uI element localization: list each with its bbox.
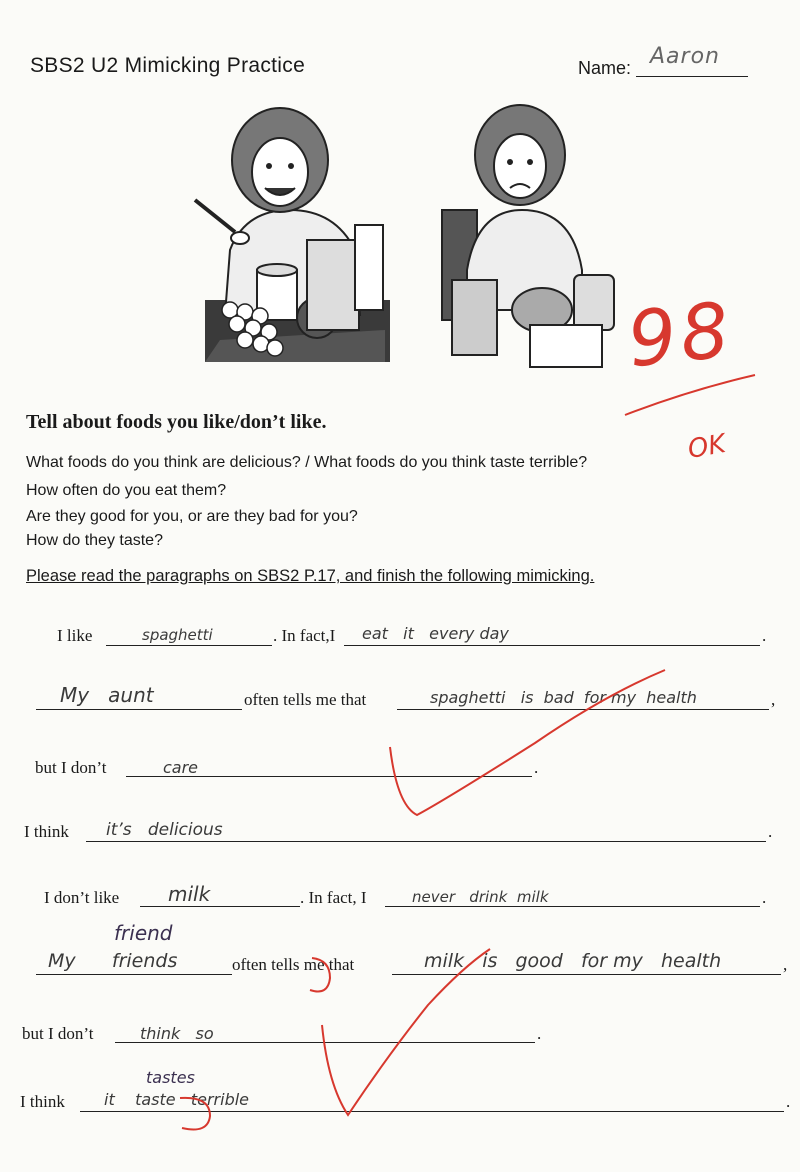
correction-circle-taste [170, 1088, 215, 1138]
p2-l3-fill: think so [140, 1024, 214, 1043]
instruction: Please read the paragraphs on SBS2 P.17, and finish the following mimicking. [26, 567, 595, 585]
prompt-heading: Tell about foods you like/don’t like. [26, 411, 327, 433]
p2-l2-mid: often tells me that [232, 955, 355, 974]
p1-l1-blank1 [106, 645, 272, 646]
p1-l3-end: . [534, 758, 539, 777]
p2-l1-blank1 [140, 906, 300, 907]
p1-l1-fill1: spaghetti [142, 626, 213, 644]
name-label: Name: [578, 58, 632, 78]
question-4: How do they taste? [26, 532, 163, 549]
check-mark-1 [385, 665, 670, 825]
p2-l2-blank1 [36, 974, 232, 975]
p1-l3-prefix: but I don’t [35, 758, 107, 777]
p1-l1-end: . [762, 626, 767, 645]
p1-l2-fill2: spaghetti is bad for my health [430, 688, 697, 707]
p2-l4-end: . [786, 1092, 791, 1111]
p2-l4-prefix: I think [20, 1092, 65, 1111]
p1-l2-end: , [771, 690, 776, 709]
p1-l4-prefix: I think [24, 822, 69, 841]
question-3: Are they good for you, or are they bad for you? [26, 508, 358, 525]
p1-l1-fill2: eat it every day [362, 624, 509, 643]
question-2: How often do you eat them? [26, 482, 227, 499]
p2-l1-fill2: never drink milk [412, 888, 549, 906]
p1-l1-prefix: I like [57, 626, 93, 645]
p1-l4-end: . [768, 822, 773, 841]
question-1: What foods do you think are delicious? / What foods do you think taste terrible? [26, 454, 588, 471]
p1-l4-fill: it’s delicious [106, 820, 223, 840]
check-mark-2 [318, 945, 493, 1120]
ok-mark: OK [685, 428, 728, 466]
worksheet-title: SBS2 U2 Mimicking Practice [30, 54, 306, 77]
p1-l1-mid: . In fact,I [273, 626, 336, 645]
p2-l1-end: . [762, 888, 767, 907]
woman-likes-food-illustration [185, 100, 395, 365]
score-underline [620, 370, 760, 420]
score-mark: 98 [623, 284, 738, 385]
p1-l1-blank2 [344, 645, 760, 646]
p1-l3-fill: care [163, 758, 199, 777]
p2-l1-fill1: milk [168, 882, 211, 906]
p2-l2-fill2: milk is good for my health [424, 950, 722, 972]
p1-l4-blank [86, 841, 766, 842]
p2-l4-correction: tastes [146, 1068, 195, 1087]
woman-dislikes-food-illustration [432, 100, 622, 385]
p2-l3-end: . [537, 1024, 542, 1043]
p2-l1-blank2 [385, 906, 760, 907]
p2-l2-correction: friend [114, 921, 173, 945]
p2-l2-end: , [783, 955, 788, 974]
p2-l1-prefix: I don’t like [44, 888, 120, 907]
p1-l2-blank1 [36, 709, 242, 710]
p2-l3-prefix: but I don’t [22, 1024, 94, 1043]
p1-l2-fill1: My aunt [60, 683, 154, 707]
p2-l4-fill: it taste terrible [104, 1090, 250, 1109]
p1-l2-mid: often tells me that [244, 690, 367, 709]
name-value: Aaron [650, 44, 720, 69]
p2-l2-fill1: My friends [48, 950, 178, 972]
p2-l1-mid: . In fact, I [300, 888, 367, 907]
name-line [636, 76, 748, 77]
